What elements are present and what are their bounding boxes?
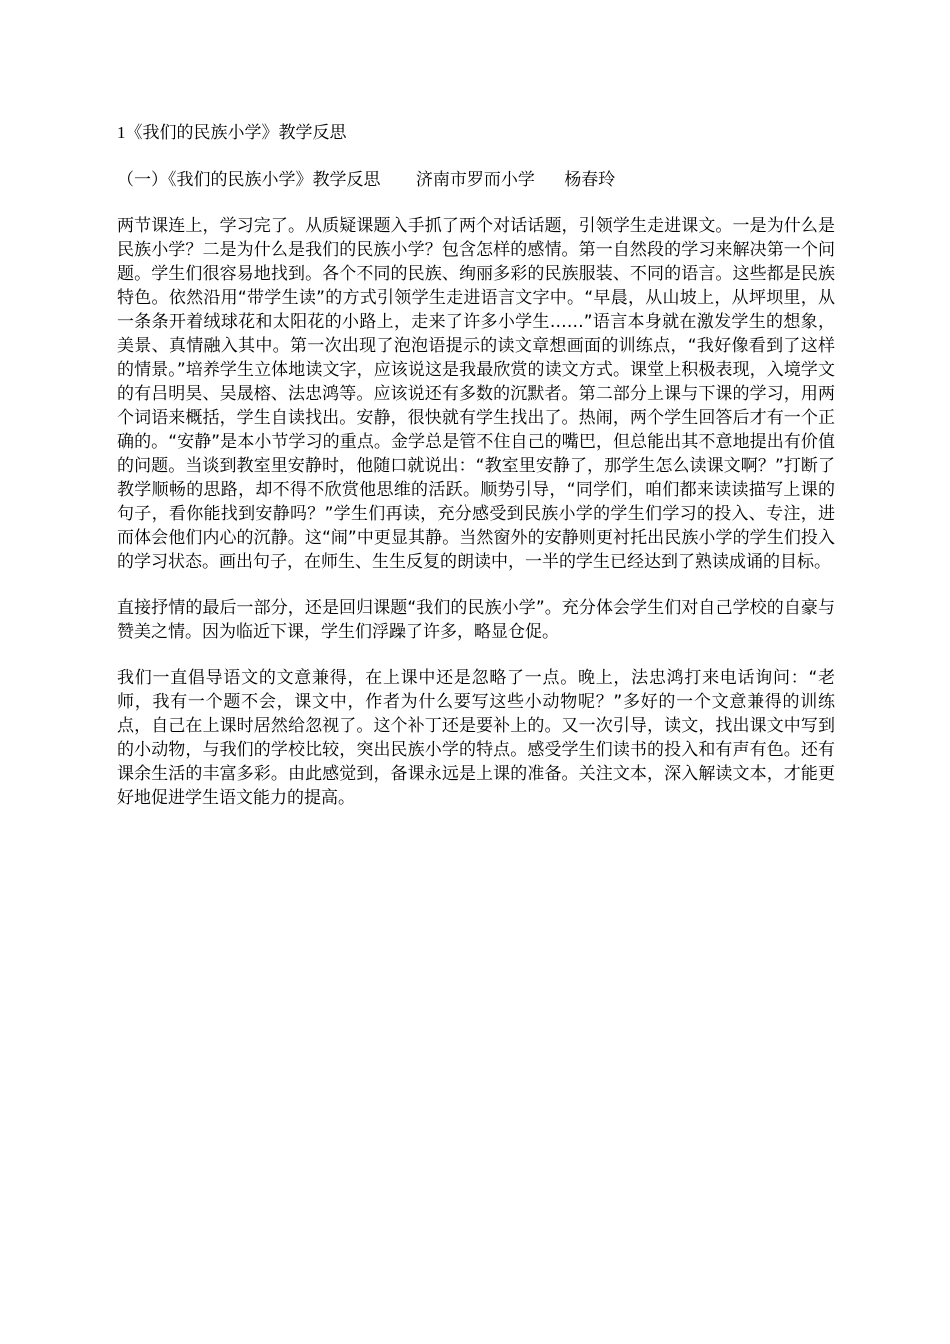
title-number: 1 xyxy=(117,123,126,142)
paragraph-2: 直接抒情的最后一部分，还是回归课题“我们的民族小学”。充分体会学生们对自己学校的自豪与赞美之情。因为临近下课，学生们浮躁了许多，略显仓促。 xyxy=(117,598,835,642)
subtitle-school: 济南市罗而小学 xyxy=(415,170,535,190)
title-text: 《我们的民族小学》教学反思 xyxy=(125,123,347,143)
subtitle-heading: （一）《我们的民族小学》教学反思 xyxy=(117,170,381,190)
body-text xyxy=(117,214,835,832)
paragraph-3: 我们一直倡导语文的文意兼得，在上课中还是忽略了一点。晚上，法忠鸿打来电话询问：“老师，我有一个题不会，课文中，作者为什么要写这些小动物呢？”多好的一个文意兼得的训练点，自己在上课时居然给忽视了。这个补丁还是要补上的。又一次引导，读文，找出课文中写到的小动物，与我们的学校比较，突出民族小学的特点。感受学生们读书的投入和有声有色。还有课余生活的丰富多彩。由此感觉到，备课永远是上课的准备。关注文本，深入解读文本，才能更好地促进学生语文能力的提高。 xyxy=(117,668,835,808)
subtitle-author: 杨春玲 xyxy=(564,170,616,190)
section-subtitle xyxy=(117,169,615,191)
document-title xyxy=(117,122,347,144)
paragraph-1: 两节课连上，学习完了。从质疑课题入手抓了两个对话话题，引领学生走进课文。一是为什么是民族小学？二是为什么是我们的民族小学？包含怎样的感情。第一自然段的学习来解决第一个问题。学生们很容易地找到。各个不同的民族、绚丽多彩的民族服装、不同的语言。这些都是民族特色。依然沿用“带学生读”的方式引领学生走进语言文字中。“早晨，从山坡上，从坪坝里，从一条条开着绒球花和太阳花的小路上，走来了许多小学生……”语言本身就在激发学生的想象，美景、真情融入其中。第一次出现了泡泡语提示的读文章想画面的训练点，“我好像看到了这样的情景。”培养学生立体地读文字，应该说这是我最欣赏的读文方式。课堂上积极表现，入境学文的有吕明昊、吴晟榕、法忠鸿等。应该说还有多数的沉默者。第二部分上课与下课的学习，用两个词语来概括，学生自读找出。安静，很快就有学生找出了。热闹，两个学生回答后才有一个正确的。“安静”是本小节学习的重点。金学总是管不住自己的嘴巴，但总能出其不意地提出有价值的问题。当谈到教室里安静时，他随口就说出：“教室里安静了，那学生怎么读课文啊？”打断了教学顺畅的思路，却不得不欣赏他思维的活跃。顺势引导，“同学们，咱们都来读读描写上课的句子，看你能找到安静吗？”学生们再读，充分感受到民族小学的学生们学习的投入、专注，进而体会他们内心的沉静。这“闹”中更显其静。当然窗外的安静则更衬托出民族小学的学生们投入的学习状态。画出句子，在师生、生生反复的朗读中，一半的学生已经达到了熟读成诵的目标。 xyxy=(117,216,835,572)
